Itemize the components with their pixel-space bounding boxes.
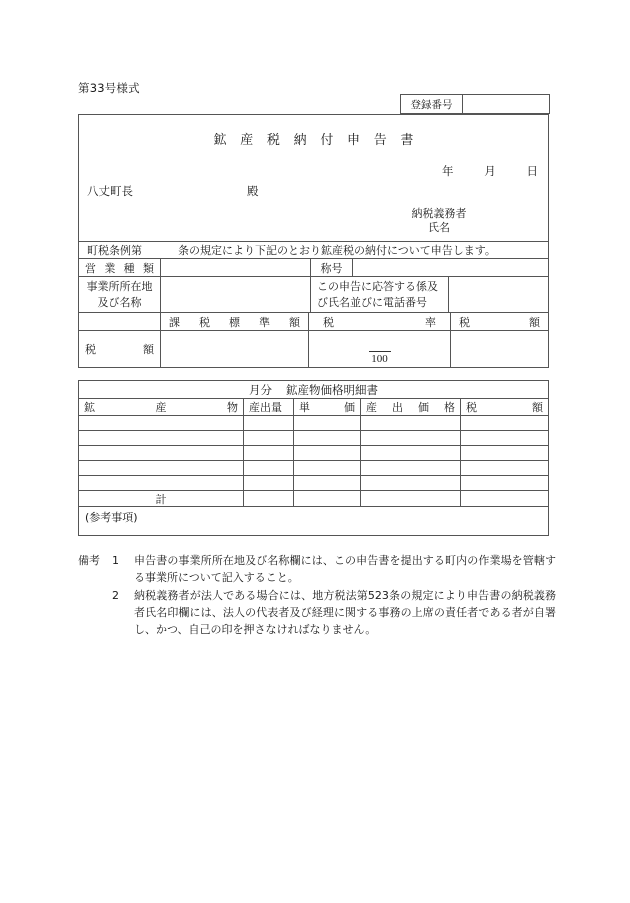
label-char: 額 — [143, 343, 154, 356]
table-row — [79, 416, 548, 431]
cell-qty[interactable] — [244, 431, 294, 445]
office-label-line2: 及び名称 — [97, 295, 142, 309]
tax-header-spacer — [79, 313, 161, 330]
tax-header-row — [79, 313, 548, 331]
total-row — [79, 491, 548, 507]
declaration-header-region — [79, 115, 548, 242]
contact-label-line1: この申告に応答する係及 — [317, 280, 438, 293]
title-char: 税 — [266, 133, 280, 148]
mineral-price-detail-table — [78, 380, 549, 536]
detail-title-prefix: 月分 — [249, 382, 272, 397]
addressee: 八丈町長 — [87, 184, 133, 198]
tax-rate-cell[interactable] — [309, 331, 451, 367]
total-label: 計 — [79, 491, 244, 506]
business-type-label — [79, 259, 161, 276]
ordinance-suffix: 条の規定により下記のとおり鉱産税の納付について申告します。 — [178, 244, 496, 257]
label-char: 税 — [199, 315, 210, 329]
label-char: 種 — [123, 261, 135, 275]
remark-number: 1 — [112, 554, 119, 567]
taxpayer-name-label[interactable]: 氏名 — [428, 220, 450, 234]
title-char: 申 — [347, 133, 361, 148]
business-type-input[interactable] — [161, 259, 311, 276]
title-char: 産 — [240, 133, 254, 148]
output-qty-column-header: 産出量 — [244, 399, 294, 415]
label-char: 税 — [459, 315, 470, 329]
tax-amount-input[interactable] — [451, 331, 548, 367]
office-address-row — [79, 277, 548, 313]
cell-tax[interactable] — [461, 446, 548, 460]
cell-unit-price[interactable] — [294, 446, 361, 460]
label-char: 物 — [227, 401, 238, 414]
tax-rate-header — [309, 313, 451, 330]
cell-qty[interactable] — [244, 446, 294, 460]
cell-tax[interactable] — [461, 476, 548, 490]
label-char: 格 — [444, 401, 455, 414]
table-row — [79, 446, 548, 461]
cell-mineral[interactable] — [79, 461, 244, 475]
cell-mineral[interactable] — [79, 416, 244, 430]
detail-header-row — [79, 399, 548, 416]
total-unit-price[interactable] — [294, 491, 361, 506]
trade-name-input[interactable] — [353, 259, 548, 276]
tax-rate-denominator: 100 — [371, 353, 388, 365]
cell-unit-price[interactable] — [294, 416, 361, 430]
label-char: 出 — [392, 401, 403, 414]
label-char: 標 — [229, 315, 240, 329]
remark-item — [78, 587, 556, 638]
detail-title-main: 鉱産物価格明細書 — [286, 382, 378, 397]
contact-label — [311, 277, 449, 312]
cell-output-value[interactable] — [361, 446, 461, 460]
remarks-section — [78, 552, 556, 638]
ordinance-statement — [79, 242, 548, 259]
cell-output-value[interactable] — [361, 461, 461, 475]
label-char: 産 — [155, 401, 167, 414]
title-char: 告 — [373, 133, 387, 148]
cell-output-value[interactable] — [361, 476, 461, 490]
table-row — [79, 431, 548, 446]
date-month-label: 月 — [484, 164, 496, 178]
title-char: 付 — [320, 133, 334, 148]
label-char: 税 — [466, 401, 477, 414]
label-char: 鉱 — [84, 401, 95, 414]
label-char: 課 — [169, 315, 180, 329]
tax-body-row — [79, 331, 548, 367]
registration-number-label: 登録番号 — [401, 95, 463, 113]
reference-notes-label: (参考事項) — [85, 511, 138, 524]
reference-notes-cell[interactable] — [79, 507, 548, 535]
title-char: 書 — [400, 133, 414, 148]
date-year-label: 年 — [442, 164, 454, 178]
total-output-value[interactable] — [361, 491, 461, 506]
label-char: 産 — [366, 401, 377, 414]
taxpayer-label: 納税義務者 — [411, 207, 467, 220]
remark-text: 納税義務者が法人である場合には、地方税法第523条の規定により申告書の納税義務者氏名印欄には、法人の代表者及び経理に関する事務の上席の責任者である者が自署し、かつ、自己の印を押さなければなりません。 — [134, 589, 556, 637]
office-address-input[interactable] — [161, 277, 311, 312]
cell-tax[interactable] — [461, 461, 548, 475]
unit-price-column-header — [294, 399, 361, 415]
cell-unit-price[interactable] — [294, 461, 361, 475]
cell-tax[interactable] — [461, 431, 548, 445]
title-char: 鉱 — [213, 133, 227, 148]
office-label-line1: 事業所所在地 — [86, 280, 153, 293]
registration-number-box — [400, 94, 550, 114]
label-char: 税 — [323, 315, 334, 329]
label-char: 額 — [532, 401, 543, 414]
title-char: 納 — [293, 133, 307, 148]
remark-number: 2 — [112, 589, 119, 603]
label-char: 準 — [259, 315, 270, 329]
tax-row-label — [79, 331, 161, 367]
cell-qty[interactable] — [244, 476, 294, 490]
cell-output-value[interactable] — [361, 431, 461, 445]
label-char: 価 — [344, 401, 355, 414]
tax-base-input[interactable] — [161, 331, 309, 367]
document-title — [79, 129, 548, 148]
taxpayer-block — [339, 207, 539, 235]
tax-amount-header — [451, 313, 548, 330]
cell-mineral[interactable] — [79, 446, 244, 460]
tax-rate-fraction — [309, 351, 450, 365]
remarks-label: 備考 — [78, 554, 100, 567]
label-char: 税 — [85, 343, 96, 356]
remark-text: 申告書の事業所所在地及び名称欄には、この申告書を提出する町内の作業場を管轄する事業所について記入すること。 — [134, 554, 556, 585]
label-char: 類 — [142, 261, 154, 275]
declaration-table — [78, 114, 549, 368]
contact-label-line2: び氏名並びに電話番号 — [317, 295, 427, 309]
label-char: 額 — [289, 315, 300, 329]
date-day-label: 日 — [526, 164, 538, 178]
ordinance-prefix: 町税条例第 — [87, 244, 142, 257]
total-qty[interactable] — [244, 491, 294, 506]
table-row — [79, 461, 548, 476]
table-row — [79, 476, 548, 491]
fraction-bar-icon — [369, 351, 391, 352]
cell-unit-price[interactable] — [294, 476, 361, 490]
total-tax[interactable] — [461, 491, 548, 506]
cell-mineral[interactable] — [79, 476, 244, 490]
cell-mineral[interactable] — [79, 431, 244, 445]
cell-tax[interactable] — [461, 416, 548, 430]
label-char: 価 — [418, 401, 429, 414]
cell-qty[interactable] — [244, 416, 294, 430]
registration-number-value[interactable] — [463, 95, 549, 113]
label-char: 営 — [85, 261, 96, 275]
detail-table-title — [79, 381, 548, 399]
label-char: 率 — [425, 315, 436, 329]
label-char: 単 — [299, 401, 310, 414]
cell-qty[interactable] — [244, 461, 294, 475]
mineral-column-header — [79, 399, 244, 415]
office-address-label — [79, 277, 161, 312]
cell-output-value[interactable] — [361, 416, 461, 430]
date-line[interactable] — [442, 163, 538, 179]
label-char: 業 — [104, 261, 116, 275]
trade-name-label: 称号 — [311, 259, 353, 276]
tax-column-header — [461, 399, 548, 415]
output-value-column-header — [361, 399, 461, 415]
form-code: 第33号様式 — [78, 81, 140, 95]
tax-base-header — [161, 313, 309, 330]
cell-unit-price[interactable] — [294, 431, 361, 445]
remark-item — [78, 552, 556, 586]
label-char: 額 — [529, 315, 540, 329]
contact-input[interactable] — [449, 277, 548, 312]
addressee-honorific: 殿 — [247, 184, 259, 198]
business-type-row — [79, 259, 548, 277]
